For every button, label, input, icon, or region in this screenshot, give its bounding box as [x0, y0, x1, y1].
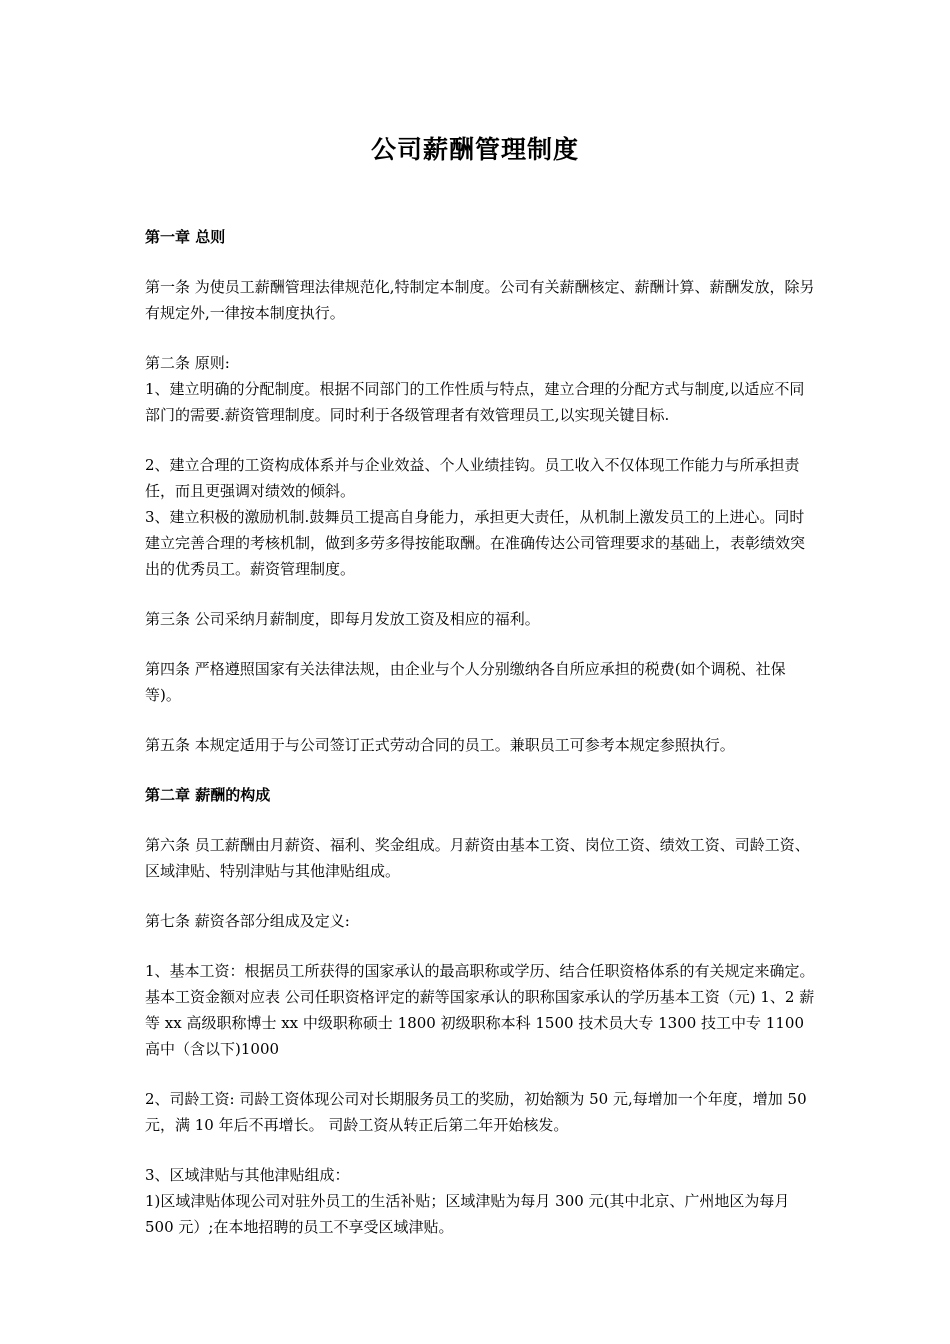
- article-3: 第三条 公司采纳月薪制度，即每月发放工资及相应的福利。: [145, 610, 540, 628]
- article-7-point-3-item-1: 1)区域津贴体现公司对驻外员工的生活补贴；区域津贴为每月 300 元(其中北京、广州地区为每月 500 元）;在本地招聘的员工不享受区域津贴。: [145, 1192, 790, 1236]
- article-2-point-2: 2、建立合理的工资构成体系并与企业效益、个人业绩挂钩。员工收入不仅体现工作能力与所承担责任，而且更强调对绩效的倾斜。: [145, 456, 800, 500]
- chapter-1-heading: 第一章 总则: [145, 228, 226, 246]
- article-1: 第一条 为使员工薪酬管理法律规范化,特制定本制度。公司有关薪酬核定、薪酬计算、薪酬发放，除另有规定外,一律按本制度执行。: [145, 278, 815, 322]
- document-title: 公司薪酬管理制度: [370, 135, 579, 164]
- chapter-2-heading: 第二章 薪酬的构成: [145, 786, 271, 804]
- article-7-heading: 第七条 薪资各部分组成及定义:: [145, 912, 350, 930]
- article-2-point-1: 1、建立明确的分配制度。根据不同部门的工作性质与特点，建立合理的分配方式与制度,以适应不同部门的需要.薪资管理制度。同时利于各级管理者有效管理员工,以实现关键目标.: [145, 380, 805, 424]
- article-4: 第四条 严格遵照国家有关法律法规，由企业与个人分别缴纳各自所应承担的税费(如个调税、社保等)。: [145, 660, 786, 704]
- article-7-point-2: 2、司龄工资: 司龄工资体现公司对长期服务员工的奖励，初始额为 50 元,每增加一个年度，增加 50 元，满 10 年后不再增长。 司龄工资从转正后第二年开始核发。: [145, 1090, 807, 1134]
- article-6: 第六条 员工薪酬由月薪资、福利、奖金组成。月薪资由基本工资、岗位工资、绩效工资、司龄工资、区域津贴、特别津贴与其他津贴组成。: [145, 836, 810, 880]
- article-7-point-1: 1、基本工资：根据员工所获得的国家承认的最高职称或学历、结合任职资格体系的有关规定来确定。 基本工资金额对应表 公司任职资格评定的薪等国家承认的职称国家承认的学历基本工资（元) 1、2 薪等 xx 高级职称博士 xx 中级职称硕士 1800 初级职称本科 1500 技术员大专 1300 技工中专 1100 高中（含以下)1000: [145, 962, 815, 1058]
- article-2-heading: 第二条 原则:: [145, 354, 230, 372]
- document-body: [145, 224, 817, 1240]
- article-5: 第五条 本规定适用于与公司签订正式劳动合同的员工。兼职员工可参考本规定参照执行。: [145, 736, 735, 754]
- article-7-point-3-heading: 3、区域津贴与其他津贴组成：: [145, 1166, 350, 1184]
- article-2-point-3: 3、建立积极的激励机制.鼓舞员工提高自身能力，承担更大责任，从机制上激发员工的上进心。同时建立完善合理的考核机制，做到多劳多得按能取酬。在准确传达公司管理要求的基础上，表彰绩效突出的优秀员工。薪资管理制度。: [145, 508, 806, 578]
